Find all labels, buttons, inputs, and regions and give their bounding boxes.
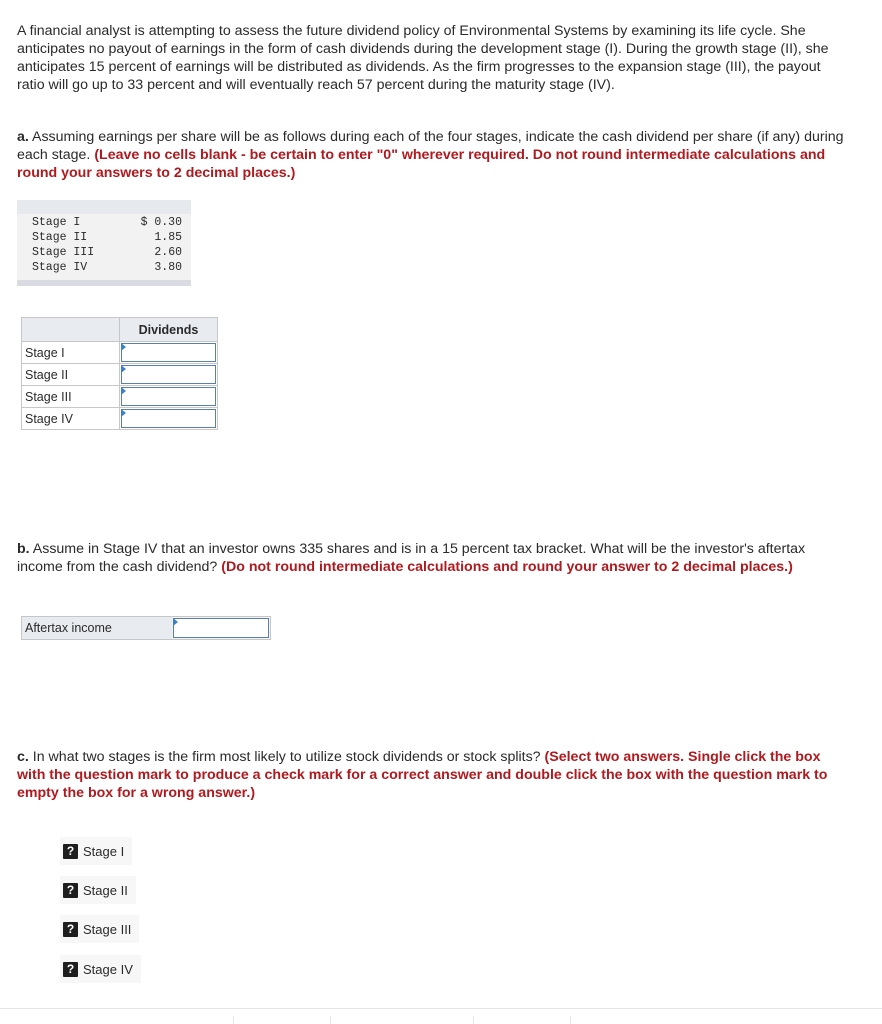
part-b-letter: b. xyxy=(17,541,30,557)
earnings-panel xyxy=(17,200,191,286)
question-mark-icon[interactable]: ? xyxy=(63,962,78,977)
option-stage-2[interactable] xyxy=(60,876,136,904)
header-blank-cell xyxy=(22,318,120,342)
dividend-cell xyxy=(120,408,218,430)
dividend-cell xyxy=(120,364,218,386)
option-label: Stage IV xyxy=(83,961,133,977)
table-row xyxy=(22,342,218,364)
input-marker-icon xyxy=(173,618,178,626)
dividend-cell xyxy=(120,386,218,408)
dividend-cell xyxy=(120,342,218,364)
earnings-row xyxy=(32,216,182,231)
aftertax-label: Aftertax income xyxy=(22,617,172,639)
question-mark-icon[interactable]: ? xyxy=(63,883,78,898)
option-label: Stage II xyxy=(83,882,128,898)
earnings-value: 3.80 xyxy=(154,261,182,274)
part-b-question xyxy=(17,540,847,576)
earnings-stage: Stage III xyxy=(32,246,95,259)
footer-divider xyxy=(570,1016,571,1024)
footer-divider xyxy=(473,1016,474,1024)
earnings-value: $ 0.30 xyxy=(140,216,182,229)
option-stage-1[interactable] xyxy=(60,837,132,865)
input-marker-icon xyxy=(121,409,126,417)
dividend-input-stage-2[interactable] xyxy=(121,365,216,384)
part-b-instruction: (Do not round intermediate calculations and round your answer to 2 decimal places.) xyxy=(221,559,793,575)
footer-divider xyxy=(233,1016,234,1024)
input-marker-icon xyxy=(121,343,126,351)
aftertax-cell xyxy=(172,617,270,639)
earnings-row xyxy=(32,246,182,261)
earnings-row xyxy=(32,231,182,246)
table-row xyxy=(22,408,218,430)
option-stage-3[interactable] xyxy=(60,915,139,943)
part-a-letter: a. xyxy=(17,129,29,145)
panel-bottom-bar xyxy=(17,280,191,286)
question-mark-icon[interactable]: ? xyxy=(63,922,78,937)
question-mark-icon[interactable]: ? xyxy=(63,844,78,859)
table-row xyxy=(22,386,218,408)
part-a-instruction: (Leave no cells blank - be certain to enter "0" wherever required. Do not round intermediate calculations and round your answers to 2 decimal places.) xyxy=(17,147,826,181)
dividend-input-stage-3[interactable] xyxy=(121,387,216,406)
aftertax-row xyxy=(21,616,271,640)
input-marker-icon xyxy=(121,365,126,373)
row-label: Stage I xyxy=(22,342,120,364)
table-header-row xyxy=(22,318,218,342)
part-c-instruction: (Select two answers. Single click the box with the question mark to produce a check mark for a correct answer and double click the box with the question mark to empty the box for a wrong answer.) xyxy=(17,749,828,801)
earnings-row xyxy=(32,261,182,276)
option-label: Stage III xyxy=(83,921,132,937)
row-label: Stage II xyxy=(22,364,120,386)
row-label: Stage IV xyxy=(22,408,120,430)
option-label: Stage I xyxy=(83,843,125,859)
aftertax-input[interactable] xyxy=(173,618,269,638)
table-row xyxy=(22,364,218,386)
earnings-stage: Stage IV xyxy=(32,261,88,274)
footer-divider xyxy=(330,1016,331,1024)
earnings-stage: Stage I xyxy=(32,216,81,229)
part-b-text: Assume in Stage IV that an investor owns 335 shares and is in a 15 percent tax bracket. What will be the investor's aftertax income from the cash dividend? xyxy=(17,541,806,575)
footer-divider xyxy=(0,1008,882,1009)
dividend-input-stage-1[interactable] xyxy=(121,343,216,362)
intro-text: A financial analyst is attempting to assess the future dividend policy of Environmental Systems by examining its life cycle. She anticipates no payout of earnings in the form of cash dividends during the development stage (I). During the growth stage (II), she anticipates 15 percent of earnings will be distributed as dividends. As the firm progresses to the expansion stage (III), the payout ratio will go up to 33 percent and will eventually reach 57 percent during the maturity stage (IV). xyxy=(17,23,829,93)
row-label: Stage III xyxy=(22,386,120,408)
dividends-table xyxy=(21,317,218,430)
earnings-value: 2.60 xyxy=(154,246,182,259)
earnings-value: 1.85 xyxy=(154,231,182,244)
part-a-text: Assuming earnings per share will be as follows during each of the four stages, indicate the cash dividend per share (if any) during each stage. xyxy=(17,129,844,163)
part-a-question xyxy=(17,128,847,182)
part-c-text: In what two stages is the firm most likely to utilize stock dividends or stock splits? xyxy=(28,749,541,765)
part-c-question xyxy=(17,748,847,802)
earnings-stage: Stage II xyxy=(32,231,88,244)
input-marker-icon xyxy=(121,387,126,395)
dividend-input-stage-4[interactable] xyxy=(121,409,216,428)
dividends-header: Dividends xyxy=(120,318,218,342)
option-stage-4[interactable] xyxy=(60,955,141,983)
part-c-letter: c. xyxy=(17,749,29,765)
